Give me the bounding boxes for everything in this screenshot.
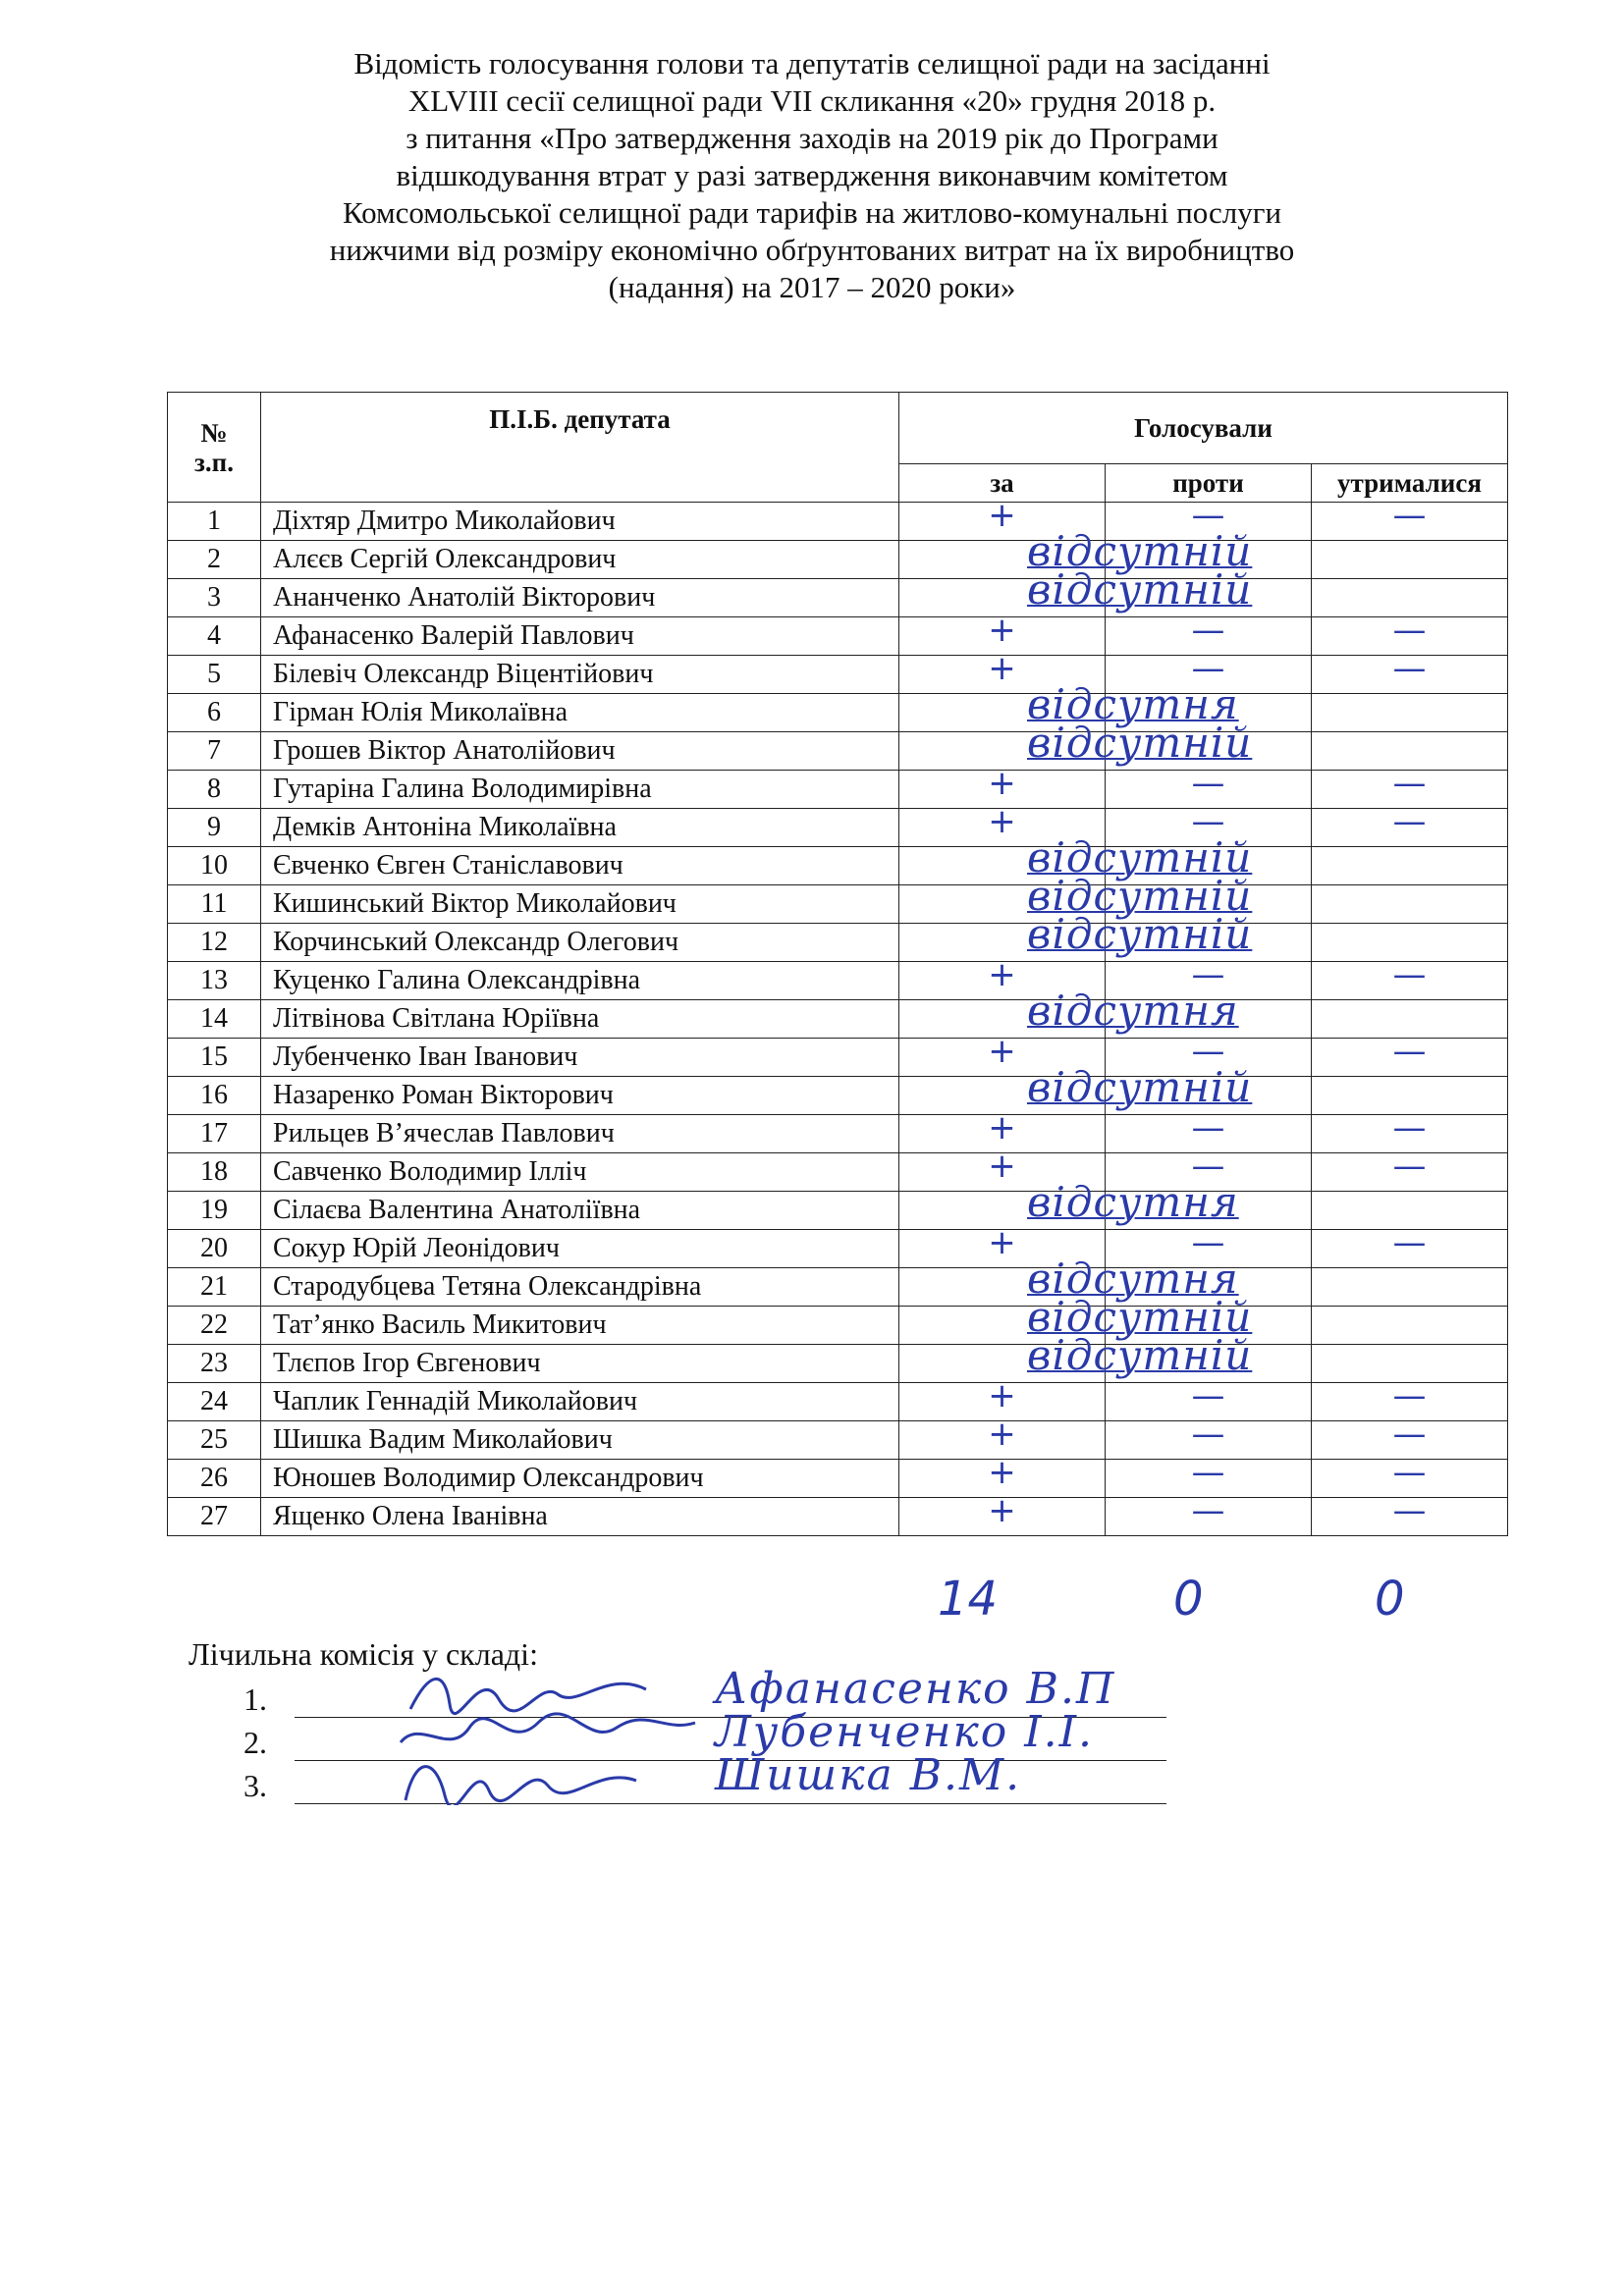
row-number: 3 xyxy=(168,579,261,617)
absent-note: відсутній xyxy=(1027,872,1253,920)
vote-for-cell-mark: + xyxy=(988,764,1016,803)
commission-member-3 xyxy=(244,1750,1166,1807)
vote-abstained-cell xyxy=(1312,1268,1508,1307)
header-voted xyxy=(899,393,1508,464)
absent-note: відсутня xyxy=(1027,1255,1239,1303)
deputy-name: Чаплик Геннадій Миколайович xyxy=(261,1383,899,1421)
vote-against-cell-mark: — xyxy=(1191,649,1225,688)
row-number: 21 xyxy=(168,1268,261,1307)
absent-note: відсутній xyxy=(1027,565,1253,614)
header-abstained: утрималися xyxy=(1312,464,1508,503)
table-row xyxy=(168,541,1508,579)
vote-against-cell-mark: — xyxy=(1191,1376,1225,1415)
vote-abstained-cell xyxy=(1312,802,1508,847)
absent-note: відсутній xyxy=(1027,527,1253,575)
vote-abstained-cell-mark: — xyxy=(1392,496,1427,535)
row-number: 5 xyxy=(168,656,261,694)
vote-against-cell-mark: — xyxy=(1191,1032,1225,1071)
voting-table-body xyxy=(168,496,1508,1536)
vote-for-cell-mark: + xyxy=(988,955,1016,994)
header-voted-label: Голосували xyxy=(1134,412,1272,443)
absent-note: відсутній xyxy=(1027,1331,1253,1379)
vote-for-cell-mark: + xyxy=(988,611,1016,650)
title-line: Комсомольської селищної ради тарифів на житлово-комунальні послуги xyxy=(342,195,1282,230)
vote-abstained-cell-mark: — xyxy=(1392,764,1427,803)
deputy-name: Сілаєва Валентина Анатоліївна xyxy=(261,1192,899,1230)
vote-abstained-cell-mark: — xyxy=(1392,1453,1427,1492)
vote-abstained-cell-mark: — xyxy=(1392,1491,1427,1530)
deputy-name: Корчинський Олександр Олегович xyxy=(261,924,899,962)
table-row xyxy=(168,1498,1508,1536)
member-name: Шишка В.М. xyxy=(715,1750,1022,1800)
title-line: Відомість голосування голови та депутатів селищної ради на засіданні xyxy=(353,46,1271,80)
absent-note: відсутня xyxy=(1027,680,1239,728)
deputy-name: Євченко Євген Станіславович xyxy=(261,847,899,885)
total-for: 14 xyxy=(938,1572,999,1627)
absent-note: відсутній xyxy=(1027,910,1253,958)
vote-for-cell-mark: + xyxy=(988,649,1016,688)
vote-abstained-cell-mark: — xyxy=(1392,802,1427,841)
vote-totals xyxy=(0,1572,1624,1630)
row-number: 4 xyxy=(168,617,261,656)
total-abstained: 0 xyxy=(1375,1572,1405,1627)
table-row xyxy=(168,847,1508,885)
vote-abstained-cell-mark: — xyxy=(1392,1415,1427,1454)
absent-note: відсутній xyxy=(1027,833,1253,881)
vote-abstained-cell xyxy=(1312,955,1508,1000)
table-row xyxy=(168,1039,1508,1077)
row-number: 7 xyxy=(168,732,261,771)
table-row xyxy=(168,1268,1508,1307)
vote-for-cell-mark: + xyxy=(988,496,1016,535)
row-number: 17 xyxy=(168,1115,261,1153)
vote-abstained-cell-mark: — xyxy=(1392,1147,1427,1186)
table-row xyxy=(168,809,1508,847)
vote-for-cell-mark: + xyxy=(988,1223,1016,1262)
deputy-name: Літвінова Світлана Юріївна xyxy=(261,1000,899,1039)
vote-for-cell-mark: + xyxy=(988,1147,1016,1186)
vote-abstained-cell xyxy=(1312,1491,1508,1536)
row-number: 24 xyxy=(168,1383,261,1421)
vote-abstained-cell-mark: — xyxy=(1392,1108,1427,1148)
vote-against-cell-mark: — xyxy=(1191,1223,1225,1262)
absent-note: відсутня xyxy=(1027,987,1239,1035)
table-row xyxy=(168,503,1508,541)
vote-against-cell-mark: — xyxy=(1191,764,1225,803)
row-number: 11 xyxy=(168,885,261,924)
deputy-name: Ященко Олена Іванівна xyxy=(261,1498,899,1536)
deputy-name: Діхтяр Дмитро Миколайович xyxy=(261,503,899,541)
vote-against-cell-mark: — xyxy=(1191,1147,1225,1186)
deputy-name: Назаренко Роман Вікторович xyxy=(261,1077,899,1115)
absent-note: відсутня xyxy=(1027,1178,1239,1226)
vote-abstained-cell xyxy=(1312,1223,1508,1268)
member-name: Афанасенко В.П xyxy=(715,1664,1116,1714)
deputy-name: Юношев Володимир Олександрович xyxy=(261,1460,899,1498)
vote-abstained-cell-mark: — xyxy=(1392,1223,1427,1262)
absent-note: відсутній xyxy=(1027,1293,1253,1341)
deputy-name: Гірман Юлія Миколаївна xyxy=(261,694,899,732)
vote-abstained-cell xyxy=(1312,541,1508,579)
vote-abstained-cell xyxy=(1312,1307,1508,1345)
absent-note: відсутній xyxy=(1027,1063,1253,1111)
row-number: 8 xyxy=(168,771,261,809)
row-number: 22 xyxy=(168,1307,261,1345)
title-line: XLVIII сесії селищної ради VII скликання «20» грудня 2018 р. xyxy=(407,83,1217,118)
header-name-label: П.І.Б. депутата xyxy=(489,404,671,434)
vote-abstained-cell-mark: — xyxy=(1392,1376,1427,1415)
commission-member-2 xyxy=(244,1707,1166,1764)
deputy-name: Грошев Віктор Анатолійович xyxy=(261,732,899,771)
vote-abstained-cell xyxy=(1312,847,1508,885)
header-name xyxy=(261,393,899,503)
vote-abstained-cell xyxy=(1312,1147,1508,1192)
header-against: проти xyxy=(1106,464,1312,503)
row-number: 20 xyxy=(168,1230,261,1268)
header-number xyxy=(168,393,261,503)
deputy-name: Білевіч Олександр Віцентійович xyxy=(261,656,899,694)
row-number: 1 xyxy=(168,503,261,541)
row-number: 18 xyxy=(168,1153,261,1192)
table-row xyxy=(168,1153,1508,1192)
absent-note: відсутній xyxy=(1027,719,1253,767)
vote-against-cell-mark: — xyxy=(1191,1415,1225,1454)
vote-for-cell-mark: + xyxy=(988,1491,1016,1530)
table-row xyxy=(168,1230,1508,1268)
vote-abstained-cell-mark: — xyxy=(1392,649,1427,688)
member-name: Лубенченко І.І. xyxy=(715,1707,1094,1757)
vote-abstained-cell xyxy=(1312,694,1508,732)
commission-label: Лічильна комісія у складі: xyxy=(189,1636,538,1672)
vote-for-cell-mark: + xyxy=(988,1032,1016,1071)
total-against: 0 xyxy=(1173,1572,1204,1627)
deputy-name: Тлєпов Ігор Євгенович xyxy=(261,1345,899,1383)
member-number: 1. xyxy=(244,1682,267,1717)
deputy-name: Кишинський Віктор Миколайович xyxy=(261,885,899,924)
deputy-name: Алєєв Сергій Олександрович xyxy=(261,541,899,579)
deputy-name: Рильцев В’ячеслав Павлович xyxy=(261,1115,899,1153)
deputy-name: Стародубцева Тетяна Олександрівна xyxy=(261,1268,899,1307)
row-number: 12 xyxy=(168,924,261,962)
title-line: з питання «Про затвердження заходів на 2019 рік до Програми xyxy=(406,121,1218,155)
vote-abstained-cell-mark: — xyxy=(1392,1032,1427,1071)
member-number: 2. xyxy=(244,1725,267,1760)
row-number: 15 xyxy=(168,1039,261,1077)
row-number: 14 xyxy=(168,1000,261,1039)
header-number-label: № з.п. xyxy=(194,417,234,477)
row-number: 25 xyxy=(168,1421,261,1460)
vote-against-cell-mark: — xyxy=(1191,611,1225,650)
deputy-name: Шишка Вадим Миколайович xyxy=(261,1421,899,1460)
signature-scribble xyxy=(391,1746,705,1805)
header-for: за xyxy=(899,464,1106,503)
vote-against-cell-mark: — xyxy=(1191,1491,1225,1530)
row-number: 10 xyxy=(168,847,261,885)
vote-abstained-cell xyxy=(1312,1032,1508,1077)
vote-for-cell-mark: + xyxy=(988,1415,1016,1454)
deputy-name: Демків Антоніна Миколаївна xyxy=(261,809,899,847)
deputy-name: Савченко Володимир Ілліч xyxy=(261,1153,899,1192)
vote-against-cell-mark: — xyxy=(1191,802,1225,841)
title-line: (надання) на 2017 – 2020 роки» xyxy=(608,270,1016,304)
vote-abstained-cell xyxy=(1312,649,1508,694)
vote-abstained-cell-mark: — xyxy=(1392,611,1427,650)
vote-for-cell-mark: + xyxy=(988,1108,1016,1148)
row-number: 6 xyxy=(168,694,261,732)
deputy-name: Гутаріна Галина Володимирівна xyxy=(261,771,899,809)
vote-abstained-cell-mark: — xyxy=(1392,955,1427,994)
vote-against-cell-mark: — xyxy=(1191,1108,1225,1148)
row-number: 2 xyxy=(168,541,261,579)
title-line: нижчими від розміру економічно обґрунтованих витрат на їх виробництво xyxy=(329,233,1295,267)
deputy-name: Сокур Юрій Леонідович xyxy=(261,1230,899,1268)
vote-for-cell-mark: + xyxy=(988,1453,1016,1492)
row-number: 19 xyxy=(168,1192,261,1230)
row-number: 13 xyxy=(168,962,261,1000)
deputy-name: Тат’янко Василь Микитович xyxy=(261,1307,899,1345)
member-number: 3. xyxy=(244,1768,267,1803)
table-row xyxy=(168,885,1508,924)
row-number: 26 xyxy=(168,1460,261,1498)
row-number: 27 xyxy=(168,1498,261,1536)
deputy-name: Ананченко Анатолій Вікторович xyxy=(261,579,899,617)
vote-against-cell xyxy=(1106,1491,1312,1536)
deputy-name: Афанасенко Валерій Павлович xyxy=(261,617,899,656)
table-row xyxy=(168,656,1508,694)
row-number: 23 xyxy=(168,1345,261,1383)
table-row xyxy=(168,694,1508,732)
vote-for-cell-mark: + xyxy=(988,802,1016,841)
document-title xyxy=(0,45,1624,306)
table-row xyxy=(168,962,1508,1000)
title-line: відшкодування втрат у разі затвердження виконавчим комітетом xyxy=(396,158,1228,192)
vote-against-cell-mark: — xyxy=(1191,1453,1225,1492)
vote-abstained-cell xyxy=(1312,885,1508,924)
deputy-name: Куценко Галина Олександрівна xyxy=(261,962,899,1000)
vote-abstained-cell xyxy=(1312,496,1508,541)
vote-for-cell-mark: + xyxy=(988,1376,1016,1415)
row-number: 16 xyxy=(168,1077,261,1115)
voting-table xyxy=(167,392,1508,1536)
vote-for-cell xyxy=(899,1491,1106,1536)
deputy-name: Лубенченко Іван Іванович xyxy=(261,1039,899,1077)
row-number: 9 xyxy=(168,809,261,847)
table-row xyxy=(168,1307,1508,1345)
vote-against-cell-mark: — xyxy=(1191,496,1225,535)
vote-against-cell-mark: — xyxy=(1191,955,1225,994)
